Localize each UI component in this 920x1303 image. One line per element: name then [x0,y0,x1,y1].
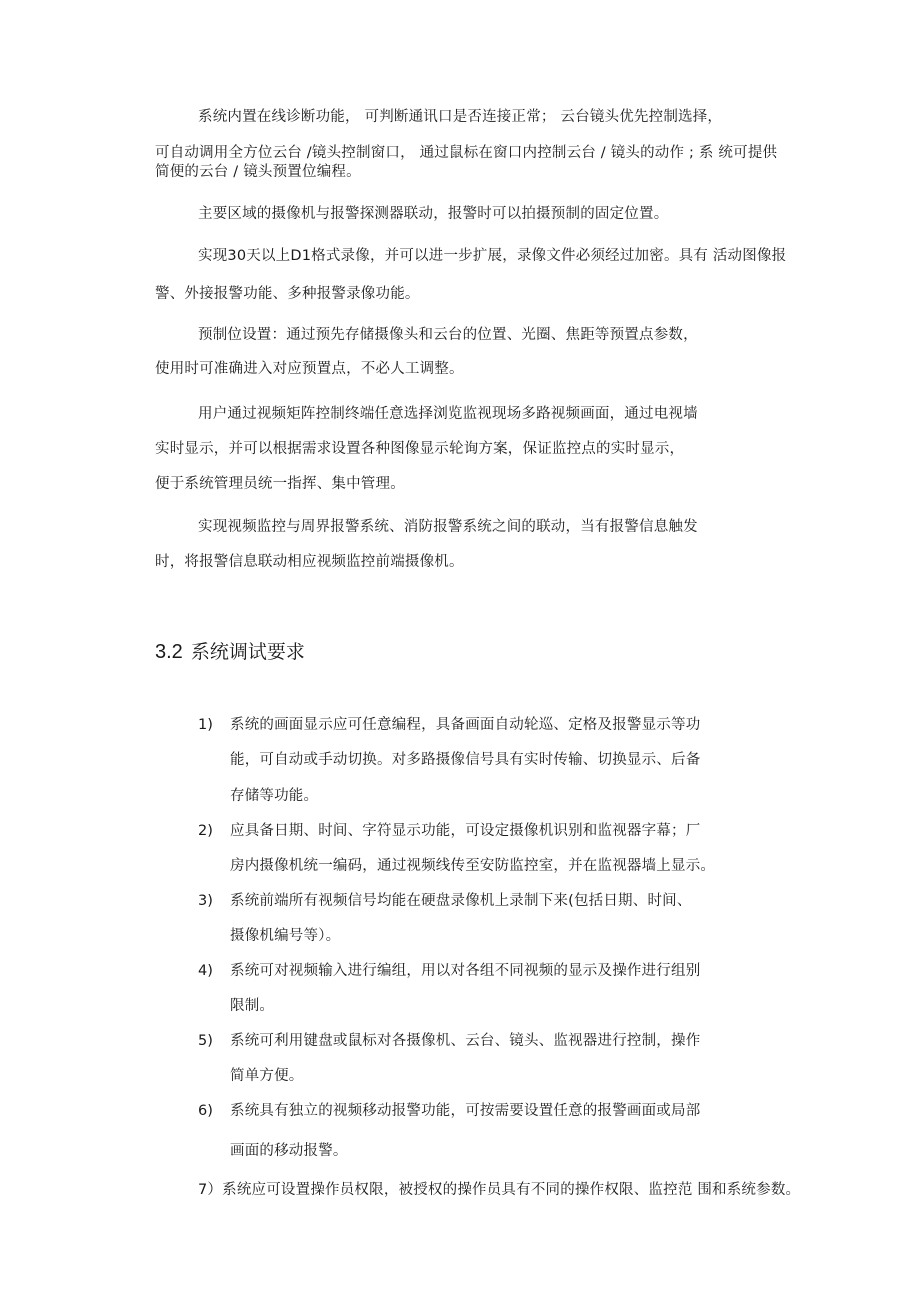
paragraph-line: 时，将报警信息联动相应视频监控前端摄像机。 [155,554,464,570]
paragraph-line: 实现视频监控与周界报警系统、消防报警系统之间的联动，当有报警信息触发 [198,519,698,535]
list-item-line: 系统可对视频输入进行编组，用以对各组不同视频的显示及操作进行组别 [230,963,701,979]
list-item-number: 2) [198,823,213,839]
paragraph-line: 实现30天以上D1格式录像，并可以进一步扩展，录像文件必须经过加密。具有 活动图像报 [198,248,787,264]
list-item-number: 3) [198,893,213,909]
list-item-line: 画面的移动报警。 [230,1143,348,1159]
list-item-line: 应具备日期、时间、字符显示功能，可设定摄像机识别和监视器字幕；厂 [230,823,701,839]
list-item-line: 系统的画面显示应可任意编程，具备画面自动轮巡、定格及报警显示等功 [230,717,701,733]
paragraph-line: 警、外接报警功能、多种报警录像功能。 [155,286,420,302]
list-item-line: 存储等功能。 [230,788,319,804]
paragraph-line: 使用时可准确进入对应预置点，不必人工调整。 [155,361,464,377]
list-item-line: 房内摄像机统一编码，通过视频线传至安防监控室，并在监视器墙上显示。 [230,858,716,874]
paragraph-line: 便于系统管理员统一指挥、集中管理。 [155,476,405,492]
paragraph-line: 系统内置在线诊断功能， 可判断通讯口是否连接正常； 云台镜头优先控制选择， [198,109,723,125]
list-item-number: 1) [198,717,213,733]
list-item-number: 4) [198,963,213,979]
list-item-line: 系统前端所有视频信号均能在硬盘录像机上录制下来(包括日期、时间、 [230,893,692,909]
list-item-line: 摄像机编号等）。 [230,928,341,944]
list-item-line: 限制。 [230,998,275,1014]
paragraph-line: 简便的云台 / 镜头预置位编程。 [155,164,361,180]
section-title: 系统调试要求 [190,641,305,663]
list-item-line: 系统可利用键盘或鼠标对各摄像机、云台、镜头、监视器进行控制，操作 [230,1033,701,1049]
list-item-last: 7）系统应可设置操作员权限，被授权的操作员具有不同的操作权限、监控范 围和系统参数。 [198,1182,801,1198]
paragraph-line: 主要区域的摄像机与报警探测器联动，报警时可以拍摄预制的固定位置。 [198,206,669,222]
paragraph-line: 预制位设置：通过预先存储摄像头和云台的位置、光圈、焦距等预置点参数， [198,327,698,343]
list-item-line: 简单方便。 [230,1068,304,1084]
list-item-number: 6) [198,1103,213,1119]
paragraph-line: 实时显示，并可以根据需求设置各种图像显示轮询方案，保证监控点的实时显示， [155,441,685,457]
list-item-line: 系统具有独立的视频移动报警功能，可按需要设置任意的报警画面或局部 [230,1103,701,1119]
list-item-line: 能，可自动或手动切换。对多路摄像信号具有实时传输、切换显示、后备 [230,752,701,768]
paragraph-line: 用户通过视频矩阵控制终端任意选择浏览监视现场多路视频画面，通过电视墙 [198,406,698,422]
paragraph-line: 可自动调用全方位云台 /镜头控制窗口， 通过鼠标在窗口内控制云台 / 镜头的动作 ; 系 统可提供 [155,145,778,161]
list-item-number: 5) [198,1033,213,1049]
section-heading [155,638,305,666]
section-number: 3.2 [155,641,183,663]
